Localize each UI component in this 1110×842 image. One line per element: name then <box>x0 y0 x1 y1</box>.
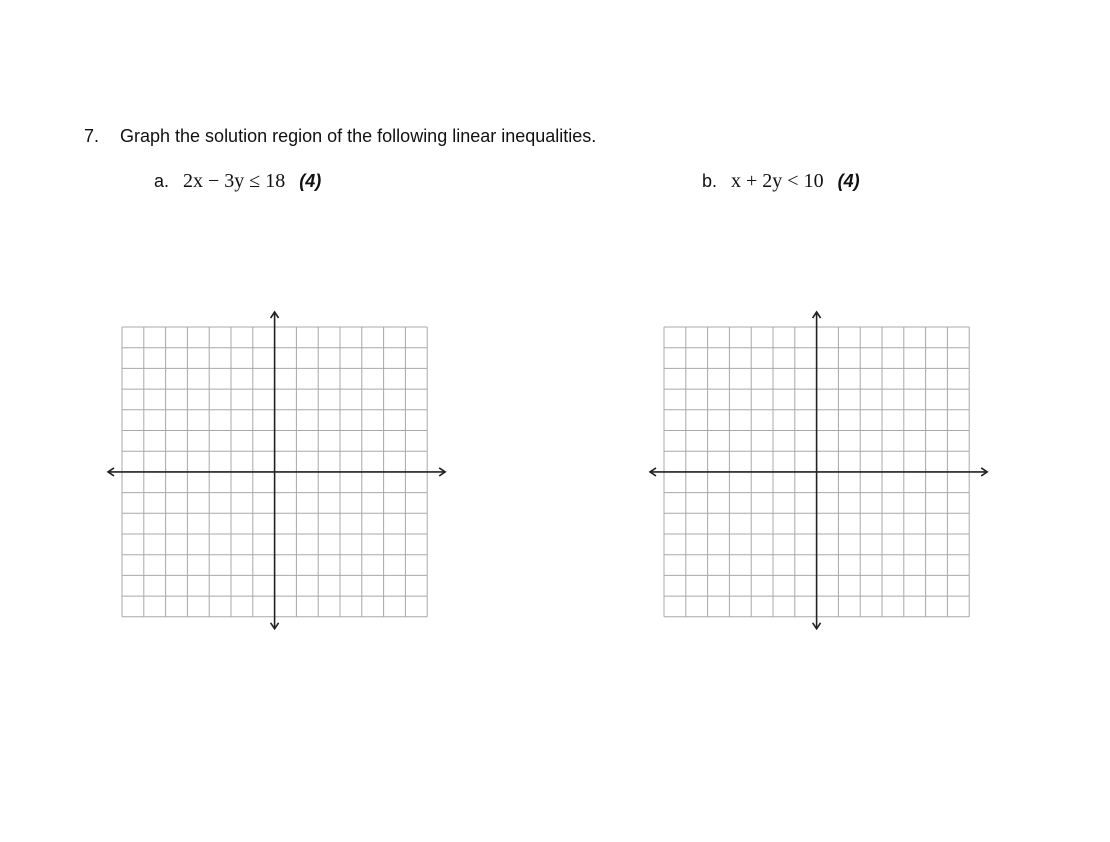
question-7 <box>84 125 596 147</box>
part-a-letter: a. <box>154 171 170 191</box>
part-a-inequality: 2x − 3y ≤ 18 <box>183 170 286 192</box>
part-b-letter: b. <box>702 171 718 191</box>
coordinate-grid-b[interactable] <box>646 305 991 635</box>
coordinate-grid-a[interactable] <box>104 305 449 635</box>
part-b-points: (4) <box>837 171 860 191</box>
part-a-points: (4) <box>299 171 322 191</box>
question-number: 7. <box>84 126 100 146</box>
question-prompt: Graph the solution region of the following linear inequalities. <box>120 126 597 146</box>
part-b <box>702 170 860 192</box>
part-b-inequality: x + 2y < 10 <box>731 170 824 192</box>
part-a <box>154 170 321 192</box>
